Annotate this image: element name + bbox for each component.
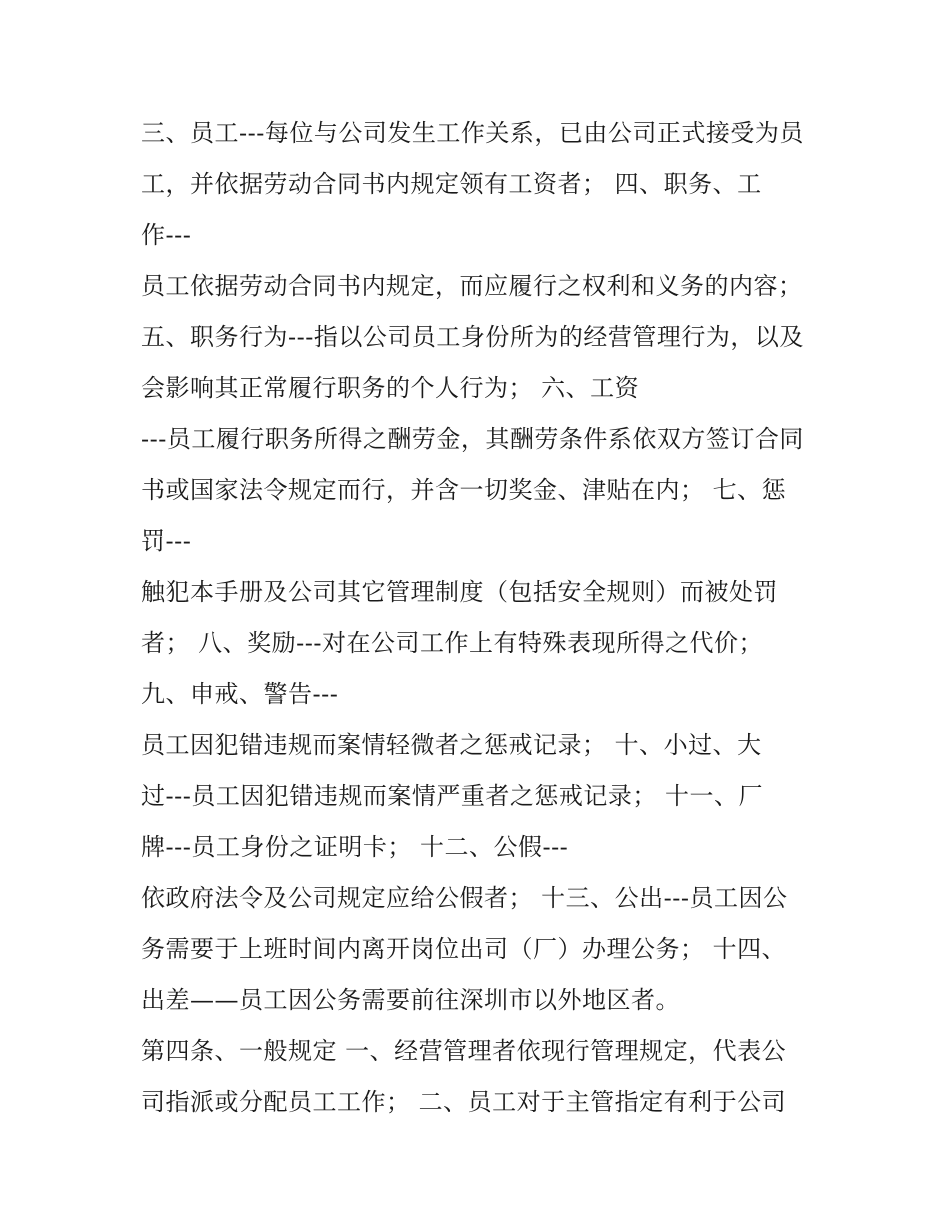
- text-line: ---员工履行职务所得之酬劳金，其酬劳条件系依双方签订合同: [141, 425, 804, 453]
- text-line: 五、职务行为---指以公司员工身份所为的经营管理行为，以及: [141, 323, 804, 351]
- text-line: 三、员工---每位与公司发生工作关系，已由公司正式接受为员: [141, 119, 804, 147]
- text-line: 触犯本手册及公司其它管理制度（包括安全规则）而被处罚: [141, 578, 778, 606]
- text-line: 员工因犯错违规而案情轻微者之惩戒记录； 十、小过、大: [141, 731, 762, 759]
- text-line: 作---: [141, 221, 192, 249]
- text-line: 依政府法令及公司规定应给公假者； 十三、公出---员工因公: [141, 884, 788, 912]
- text-line: 牌---员工身份之证明卡； 十二、公假---: [141, 833, 569, 861]
- document-body: [141, 108, 821, 1128]
- text-line: 司指派或分配员工工作； 二、员工对于主管指定有利于公司: [141, 1088, 787, 1116]
- text-line: 务需要于上班时间内离开岗位出司（厂）办理公务； 十四、: [141, 935, 787, 963]
- text-line: 书或国家法令规定而行，并含一切奖金、津贴在内； 七、惩: [141, 476, 787, 504]
- text-line: 工，并依据劳动合同书内规定领有工资者； 四、职务、工: [141, 170, 762, 198]
- text-line: 者； 八、奖励---对在公司工作上有特殊表现所得之代价；: [141, 629, 763, 657]
- text-line: 第四条、一般规定 一、经营管理者依现行管理规定，代表公: [141, 1037, 787, 1065]
- text-line: 出差——员工因公务需要前往深圳市以外地区者。: [141, 986, 680, 1014]
- text-line: 过---员工因犯错违规而案情严重者之惩戒记录； 十一、厂: [141, 782, 763, 810]
- text-line: 九、申戒、警告---: [141, 680, 339, 708]
- text-line: 会影响其正常履行职务的个人行为； 六、工资: [141, 374, 640, 402]
- text-line: 罚---: [141, 527, 192, 555]
- text-line: 员工依据劳动合同书内规定，而应履行之权利和义务的内容；: [141, 272, 803, 300]
